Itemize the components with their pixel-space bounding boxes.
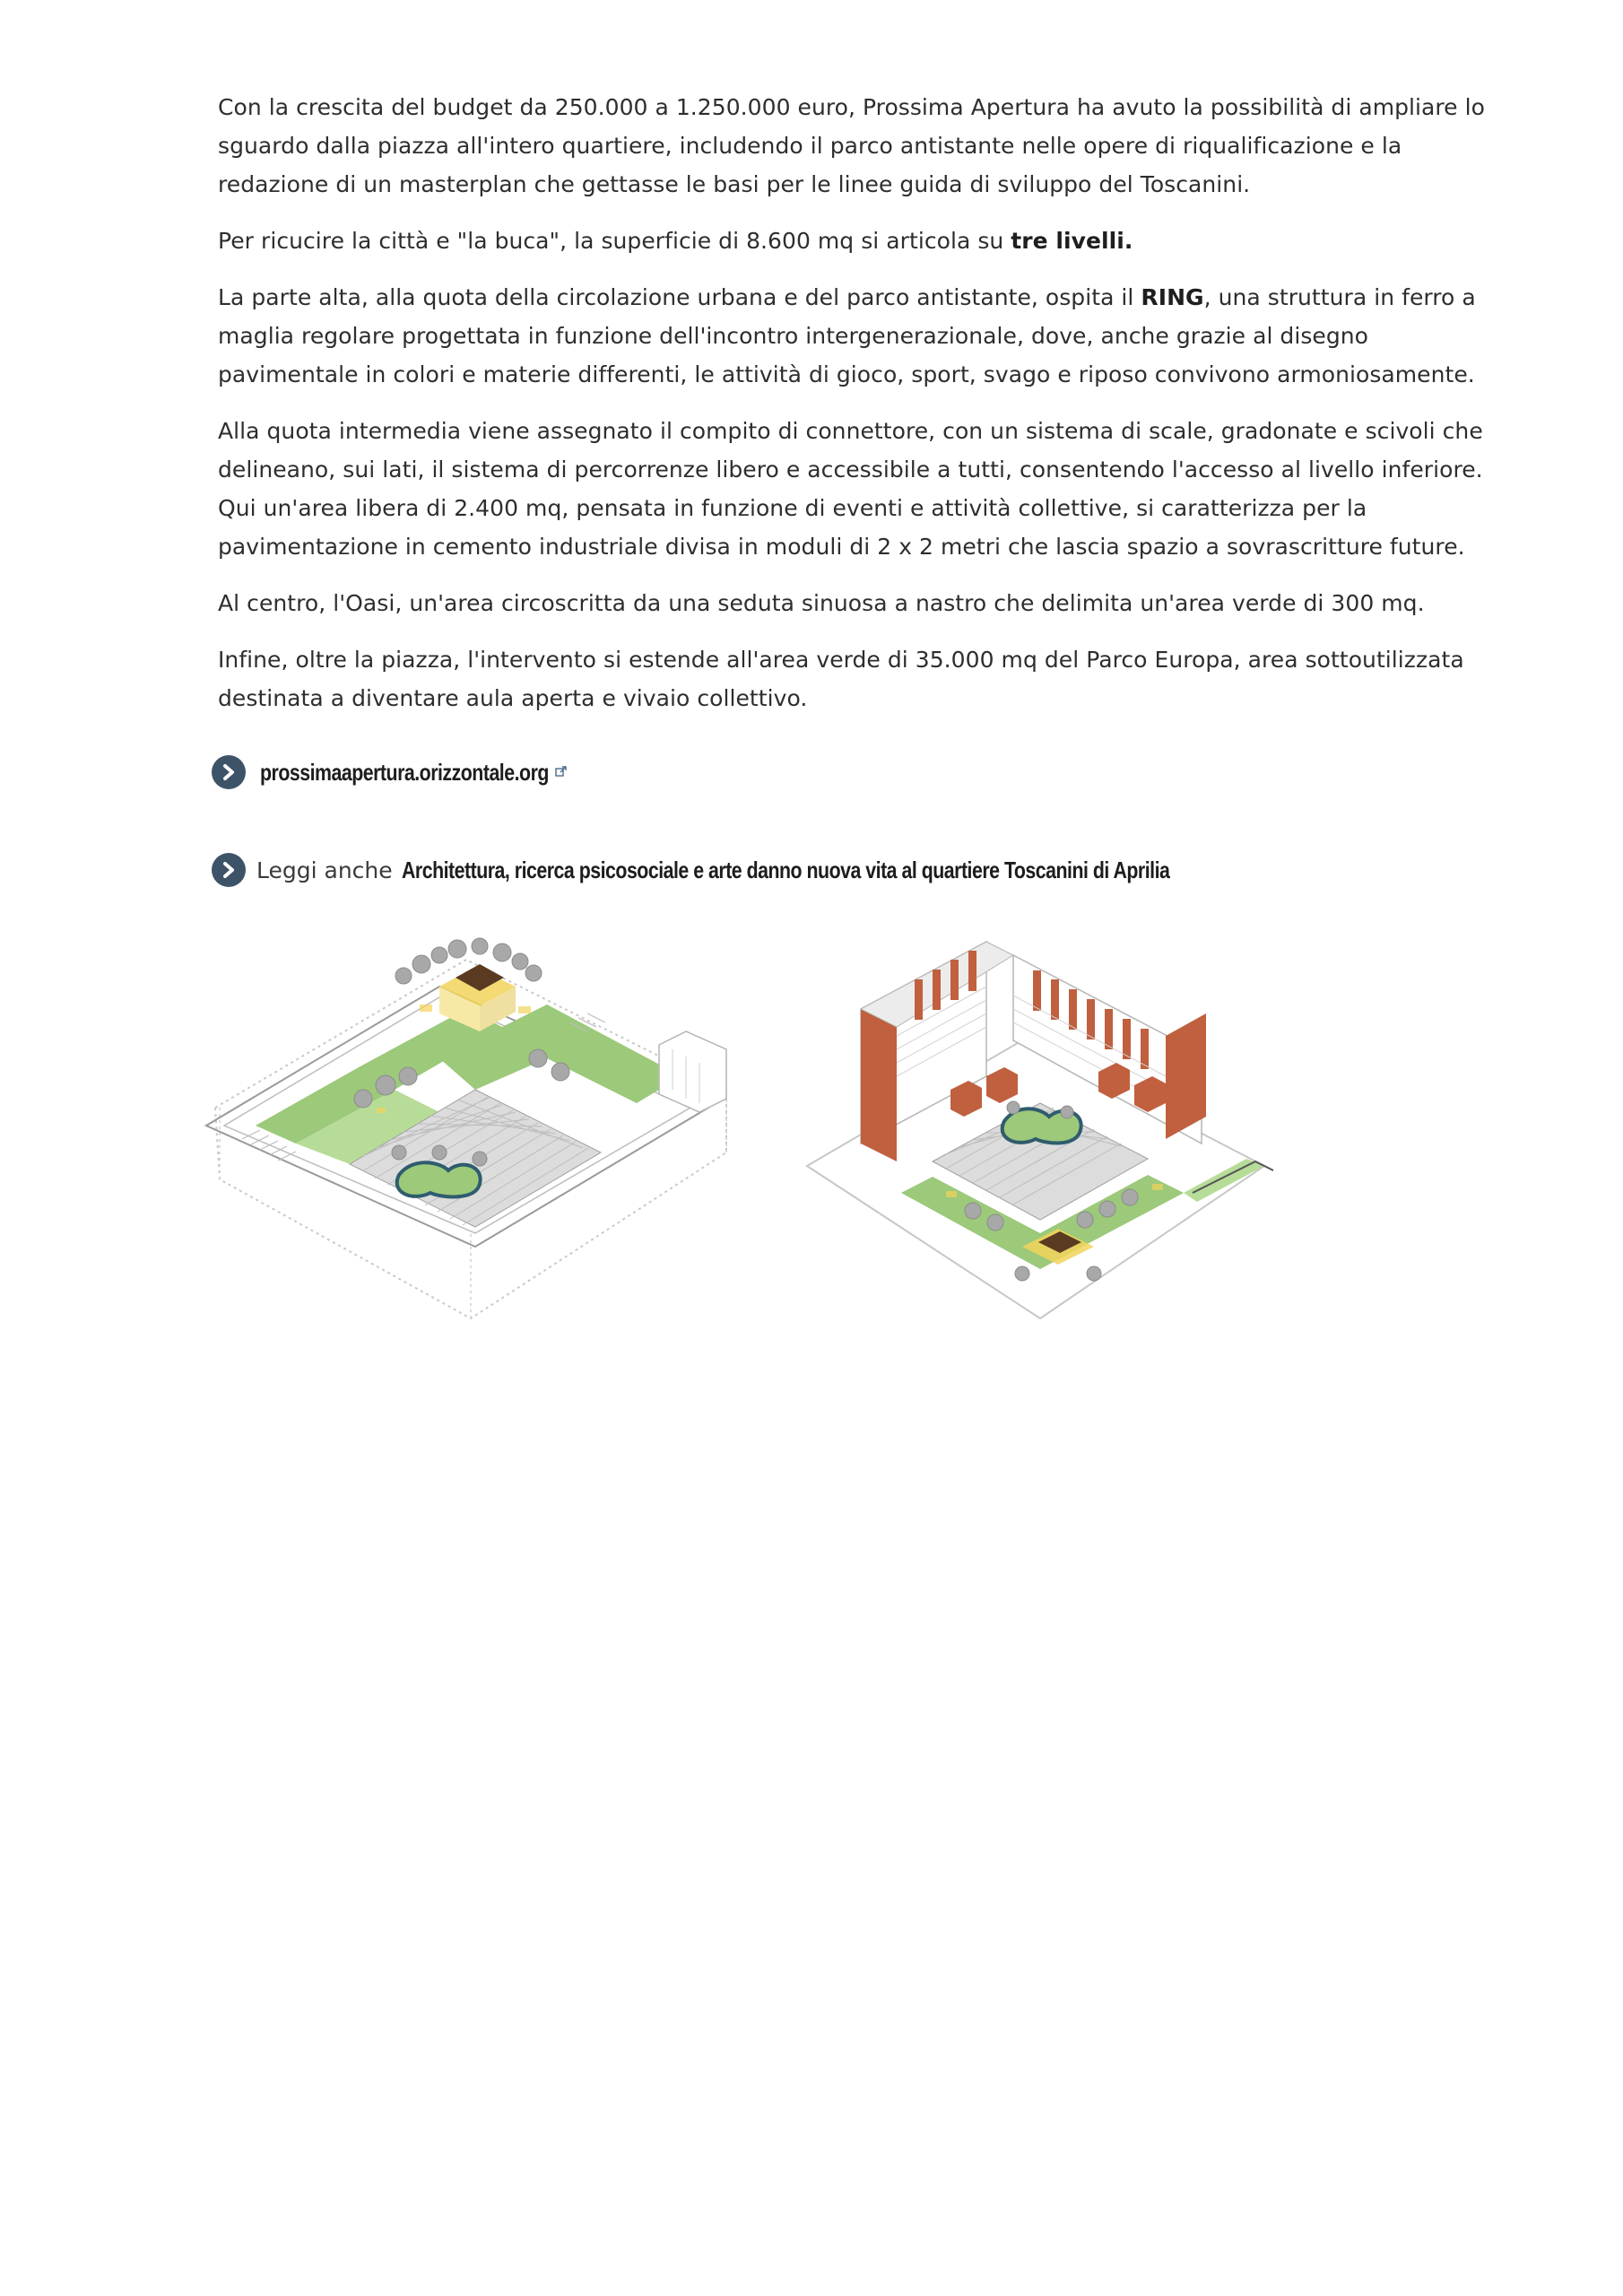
bold-text: RING <box>1141 284 1204 310</box>
paragraph-2 <box>218 222 1509 260</box>
article-body <box>218 88 1509 735</box>
paragraph-4 <box>218 412 1509 566</box>
website-link[interactable]: prossimaapertura.orizzontale.org <box>260 758 549 786</box>
right-axonometric <box>807 942 1273 1318</box>
paragraph-6 <box>218 640 1509 718</box>
paragraph-text: Al centro, l'Oasi, un'area circoscritta da una seduta sinuosa a nastro che delimita un'area verde di 300 mq. <box>218 590 1425 616</box>
website-link-row[interactable] <box>212 755 567 789</box>
chevron-right-icon <box>212 853 246 887</box>
read-also-row[interactable] <box>212 853 1338 887</box>
paragraph-5 <box>218 584 1509 622</box>
read-also-prefix: Leggi anche <box>256 857 393 883</box>
paragraph-1 <box>218 88 1509 204</box>
paragraph-3 <box>218 278 1509 394</box>
article-paragraphs <box>218 88 1509 718</box>
paragraph-text: Per ricucire la città e "la buca", la superficie di 8.600 mq si articola su <box>218 228 1011 254</box>
external-link-icon <box>555 764 567 781</box>
chevron-right-icon <box>212 755 246 789</box>
axonometric-drawings <box>170 924 1363 1345</box>
paragraph-text: La parte alta, alla quota della circolazione urbana e del parco antistante, ospita il <box>218 284 1141 310</box>
paragraph-text: , una struttura in ferro a maglia regolare progettata in funzione dell'incontro intergenerazionale, dove, anche grazie al disegno pavimentale in colori e materie differenti, le attività di gioco, sport, svago e riposo convivono armoniosamente. <box>218 284 1476 387</box>
paragraph-text: Alla quota intermedia viene assegnato il compito di connettore, con un sistema di scale, gradonate e scivoli che delineano, sui lati, il sistema di percorrenze libero e accessibile a tutti, consentendo l'accesso al livello inferiore. Qui un'area libera di 2.400 mq, pensata in funzione di eventi e attività collettive, si caratterizza per la pavimentazione in cemento industriale divisa in moduli di 2 x 2 metri che lascia spazio a sovrascritture future. <box>218 418 1483 560</box>
paragraph-text: Infine, oltre la piazza, l'intervento si estende all'area verde di 35.000 mq del Parco Europa, area sottoutilizzata destinata a diventare aula aperta e vivaio collettivo. <box>218 647 1464 711</box>
bold-text: tre livelli. <box>1011 228 1133 254</box>
left-axonometric <box>206 938 726 1318</box>
paragraph-text: Con la crescita del budget da 250.000 a 1.250.000 euro, Prossima Apertura ha avuto la possibilità di ampliare lo sguardo dalla piazza all'intero quartiere, includendo il parco antistante nelle opere di riqualificazione e la redazione di un masterplan che gettasse le basi per le linee guida di sviluppo del Toscanini. <box>218 94 1485 197</box>
read-also-link[interactable]: Architettura, ricerca psicosociale e arte danno nuova vita al quartiere Toscanini di Aprilia <box>401 856 1170 883</box>
